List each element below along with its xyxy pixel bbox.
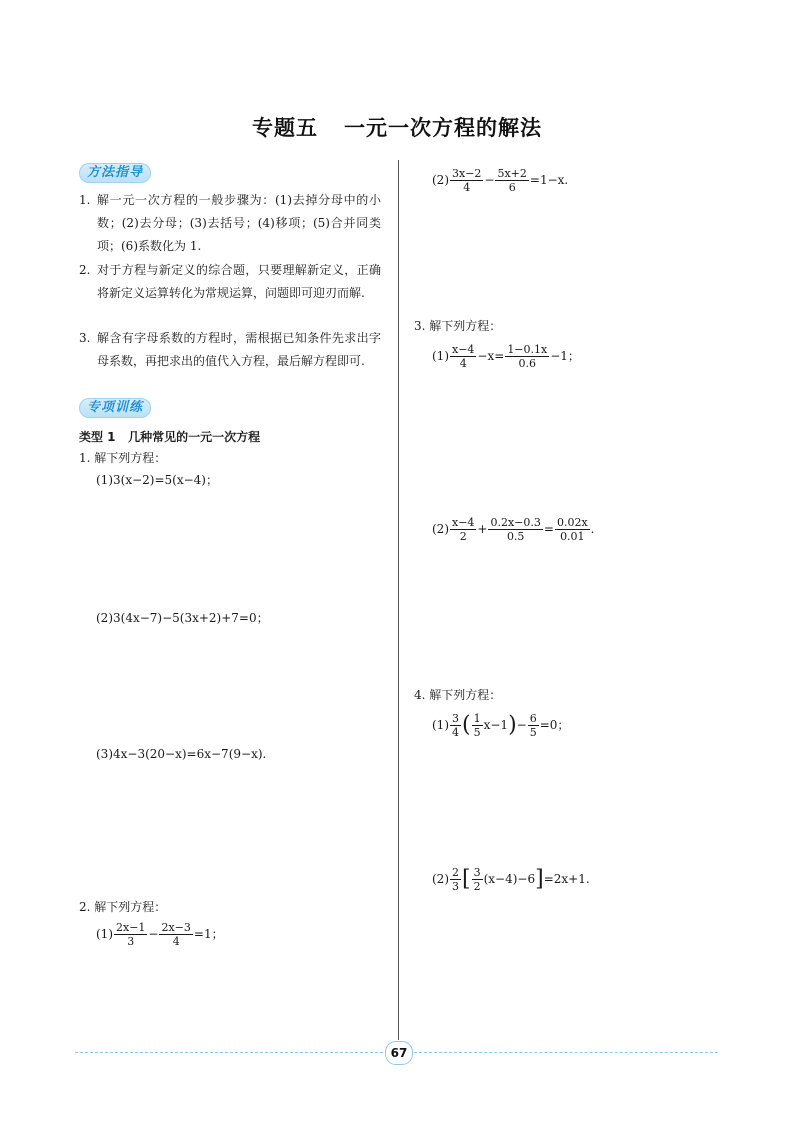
equation-rhs: =1； (193, 927, 224, 941)
column-divider (398, 160, 399, 1040)
denominator: 2 (473, 880, 481, 893)
left-paren: ( (462, 712, 471, 738)
numerator: 0.2x−0.3 (490, 516, 541, 529)
numerator: 3 (452, 712, 459, 725)
operator: = (543, 522, 554, 536)
denominator: 4 (172, 935, 180, 948)
operator: − (484, 173, 495, 187)
fraction (555, 516, 590, 543)
page-title (0, 112, 794, 142)
problem-2-1 (96, 921, 224, 948)
section-heading (79, 428, 260, 445)
numerator: x−4 (452, 516, 475, 529)
method-item-1 (79, 189, 381, 258)
fraction (472, 866, 483, 893)
problem-4-head: 4. 解下列方程： (414, 688, 502, 702)
footer-dashed-line-left (75, 1052, 383, 1053)
equation-rhs: . (590, 522, 595, 536)
fraction (495, 167, 528, 194)
section-label: 类型 1 (79, 430, 116, 444)
fraction (450, 866, 461, 893)
footer-dashed-line-right (414, 1052, 718, 1053)
problem-4-2-prefix: (2) (432, 872, 449, 886)
problem-4-1 (432, 712, 569, 739)
problem-1-2: (2)3(4x−7)−5(3x+2)+7=0； (96, 611, 269, 625)
fraction (450, 516, 476, 543)
denominator: 0.01 (560, 530, 585, 543)
operator: − (148, 927, 159, 941)
equation-rhs: −1； (550, 349, 580, 363)
section-title: 几种常见的一元一次方程 (128, 430, 261, 444)
right-paren: ) (508, 712, 517, 738)
denominator: 4 (459, 357, 467, 370)
denominator: 5 (529, 726, 537, 739)
left-bracket: [ (462, 866, 471, 892)
numerator: 3x−2 (452, 167, 482, 180)
fraction (488, 516, 542, 543)
problem-2-2 (432, 167, 568, 194)
inner-expression: (x−4)−6 (483, 872, 536, 886)
fraction (528, 712, 539, 739)
fraction (114, 921, 147, 948)
numerator: 2 (452, 866, 459, 879)
fraction (472, 712, 483, 739)
denominator: 0.5 (506, 530, 525, 543)
fraction (450, 167, 483, 194)
numerator: 3 (473, 866, 481, 879)
equation-rhs: =1−x. (529, 173, 569, 187)
problem-2-head: 2. 解下列方程： (79, 900, 167, 914)
numerator: x−4 (452, 343, 475, 356)
problem-1-head: 1. 解下列方程： (79, 451, 167, 465)
right-bracket: ] (535, 866, 544, 892)
title-part2: 一元一次方程的解法 (344, 116, 542, 140)
fraction (159, 921, 192, 948)
numerator: 1 (473, 712, 481, 725)
equation-rhs: =2x+1. (543, 872, 590, 886)
operator: + (477, 522, 488, 536)
method-item-3 (79, 327, 381, 373)
method-item-3-text: 解含有字母系数的方程时，需根据已知条件先求出字母系数，再把求出的值代入方程，最后解方程即可. (97, 331, 381, 368)
method-item-2-num: 2. (79, 263, 91, 277)
method-item-1-text: 解一元一次方程的一般步骤为：(1)去掉分母中的小数；(2)去分母；(3)去括号；(4)移项；(5)合并同类项；(6)系数化为 1. (97, 193, 381, 253)
problem-2-1-prefix: (1) (96, 927, 113, 941)
method-item-2-text: 对于方程与新定义的综合题，只要理解新定义，正确将新定义运算转化为常规运算，问题即可迎刃而解. (97, 263, 381, 300)
problem-4-2 (432, 866, 590, 893)
numerator: 6 (529, 712, 537, 725)
method-item-3-num: 3. (79, 331, 91, 345)
denominator: 0.6 (518, 357, 537, 370)
problem-3-1 (432, 343, 580, 370)
method-guide-badge: 方法指导 (79, 163, 151, 183)
numerator: 0.02x (556, 516, 588, 529)
denominator: 3 (127, 935, 135, 948)
denominator: 6 (508, 181, 516, 194)
problem-3-1-prefix: (1) (432, 349, 449, 363)
title-part1: 专题五 (252, 116, 318, 140)
method-item-2 (79, 259, 381, 305)
numerator: 2x−3 (161, 921, 191, 934)
numerator: 1−0.1x (507, 343, 548, 356)
fraction (505, 343, 549, 370)
equation-rhs: =0； (539, 718, 570, 732)
problem-4-1-prefix: (1) (432, 718, 449, 732)
problem-1-3: (3)4x−3(20−x)=6x−7(9−x). (96, 747, 267, 761)
denominator: 3 (452, 880, 459, 893)
denominator: 5 (473, 726, 481, 739)
denominator: 4 (463, 181, 471, 194)
problem-3-2 (432, 516, 595, 543)
inner-expression: x−1 (483, 718, 509, 732)
problem-3-2-prefix: (2) (432, 522, 449, 536)
numerator: 2x−1 (116, 921, 146, 934)
method-item-1-num: 1. (79, 193, 91, 207)
operator: −x= (477, 349, 505, 363)
problem-2-2-prefix: (2) (432, 173, 449, 187)
problem-3-head: 3. 解下列方程： (414, 319, 502, 333)
numerator: 5x+2 (497, 167, 527, 180)
fraction (450, 712, 461, 739)
operator: − (516, 718, 527, 732)
problem-1-1: (1)3(x−2)=5(x−4)； (96, 473, 218, 487)
denominator: 2 (459, 530, 467, 543)
special-training-badge: 专项训练 (79, 398, 151, 418)
page-number: 67 (385, 1041, 413, 1065)
denominator: 4 (452, 726, 459, 739)
fraction (450, 343, 476, 370)
